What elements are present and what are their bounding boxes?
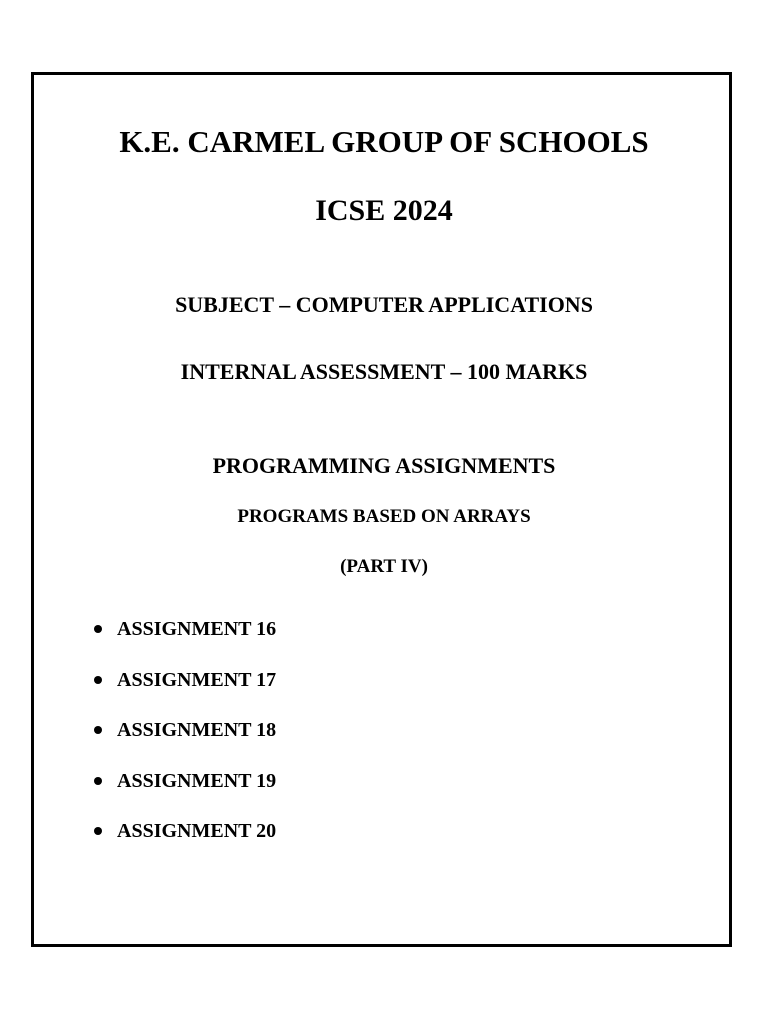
assignment-label: ASSIGNMENT 19 xyxy=(117,769,277,792)
part-label: (PART IV) xyxy=(340,556,428,577)
bullet-icon xyxy=(94,827,102,835)
assignment-label: ASSIGNMENT 16 xyxy=(117,618,277,640)
assignment-label: ASSIGNMENT 18 xyxy=(117,719,277,741)
school-name: K.E. CARMEL GROUP OF SCHOOLS xyxy=(119,124,649,159)
list-item xyxy=(90,766,276,817)
list-item xyxy=(90,614,276,665)
list-item xyxy=(90,665,276,716)
assignment-label: ASSIGNMENT 20 xyxy=(117,820,277,842)
assignment-label: ASSIGNMENT 17 xyxy=(117,668,277,691)
list-item xyxy=(90,816,276,867)
bullet-icon xyxy=(94,625,102,633)
bullet-icon xyxy=(94,777,102,785)
bullet-icon xyxy=(94,726,102,734)
list-item xyxy=(90,715,276,766)
bullet-icon xyxy=(94,676,102,684)
exam-title: ICSE 2024 xyxy=(315,194,453,227)
subject-line: SUBJECT – COMPUTER APPLICATIONS xyxy=(175,292,593,317)
assignment-list xyxy=(90,614,276,867)
section-title: PROGRAMMING ASSIGNMENTS xyxy=(212,453,556,478)
section-subtitle: PROGRAMS BASED ON ARRAYS xyxy=(237,506,531,527)
assessment-line: INTERNAL ASSESSMENT – 100 MARKS xyxy=(180,359,588,384)
